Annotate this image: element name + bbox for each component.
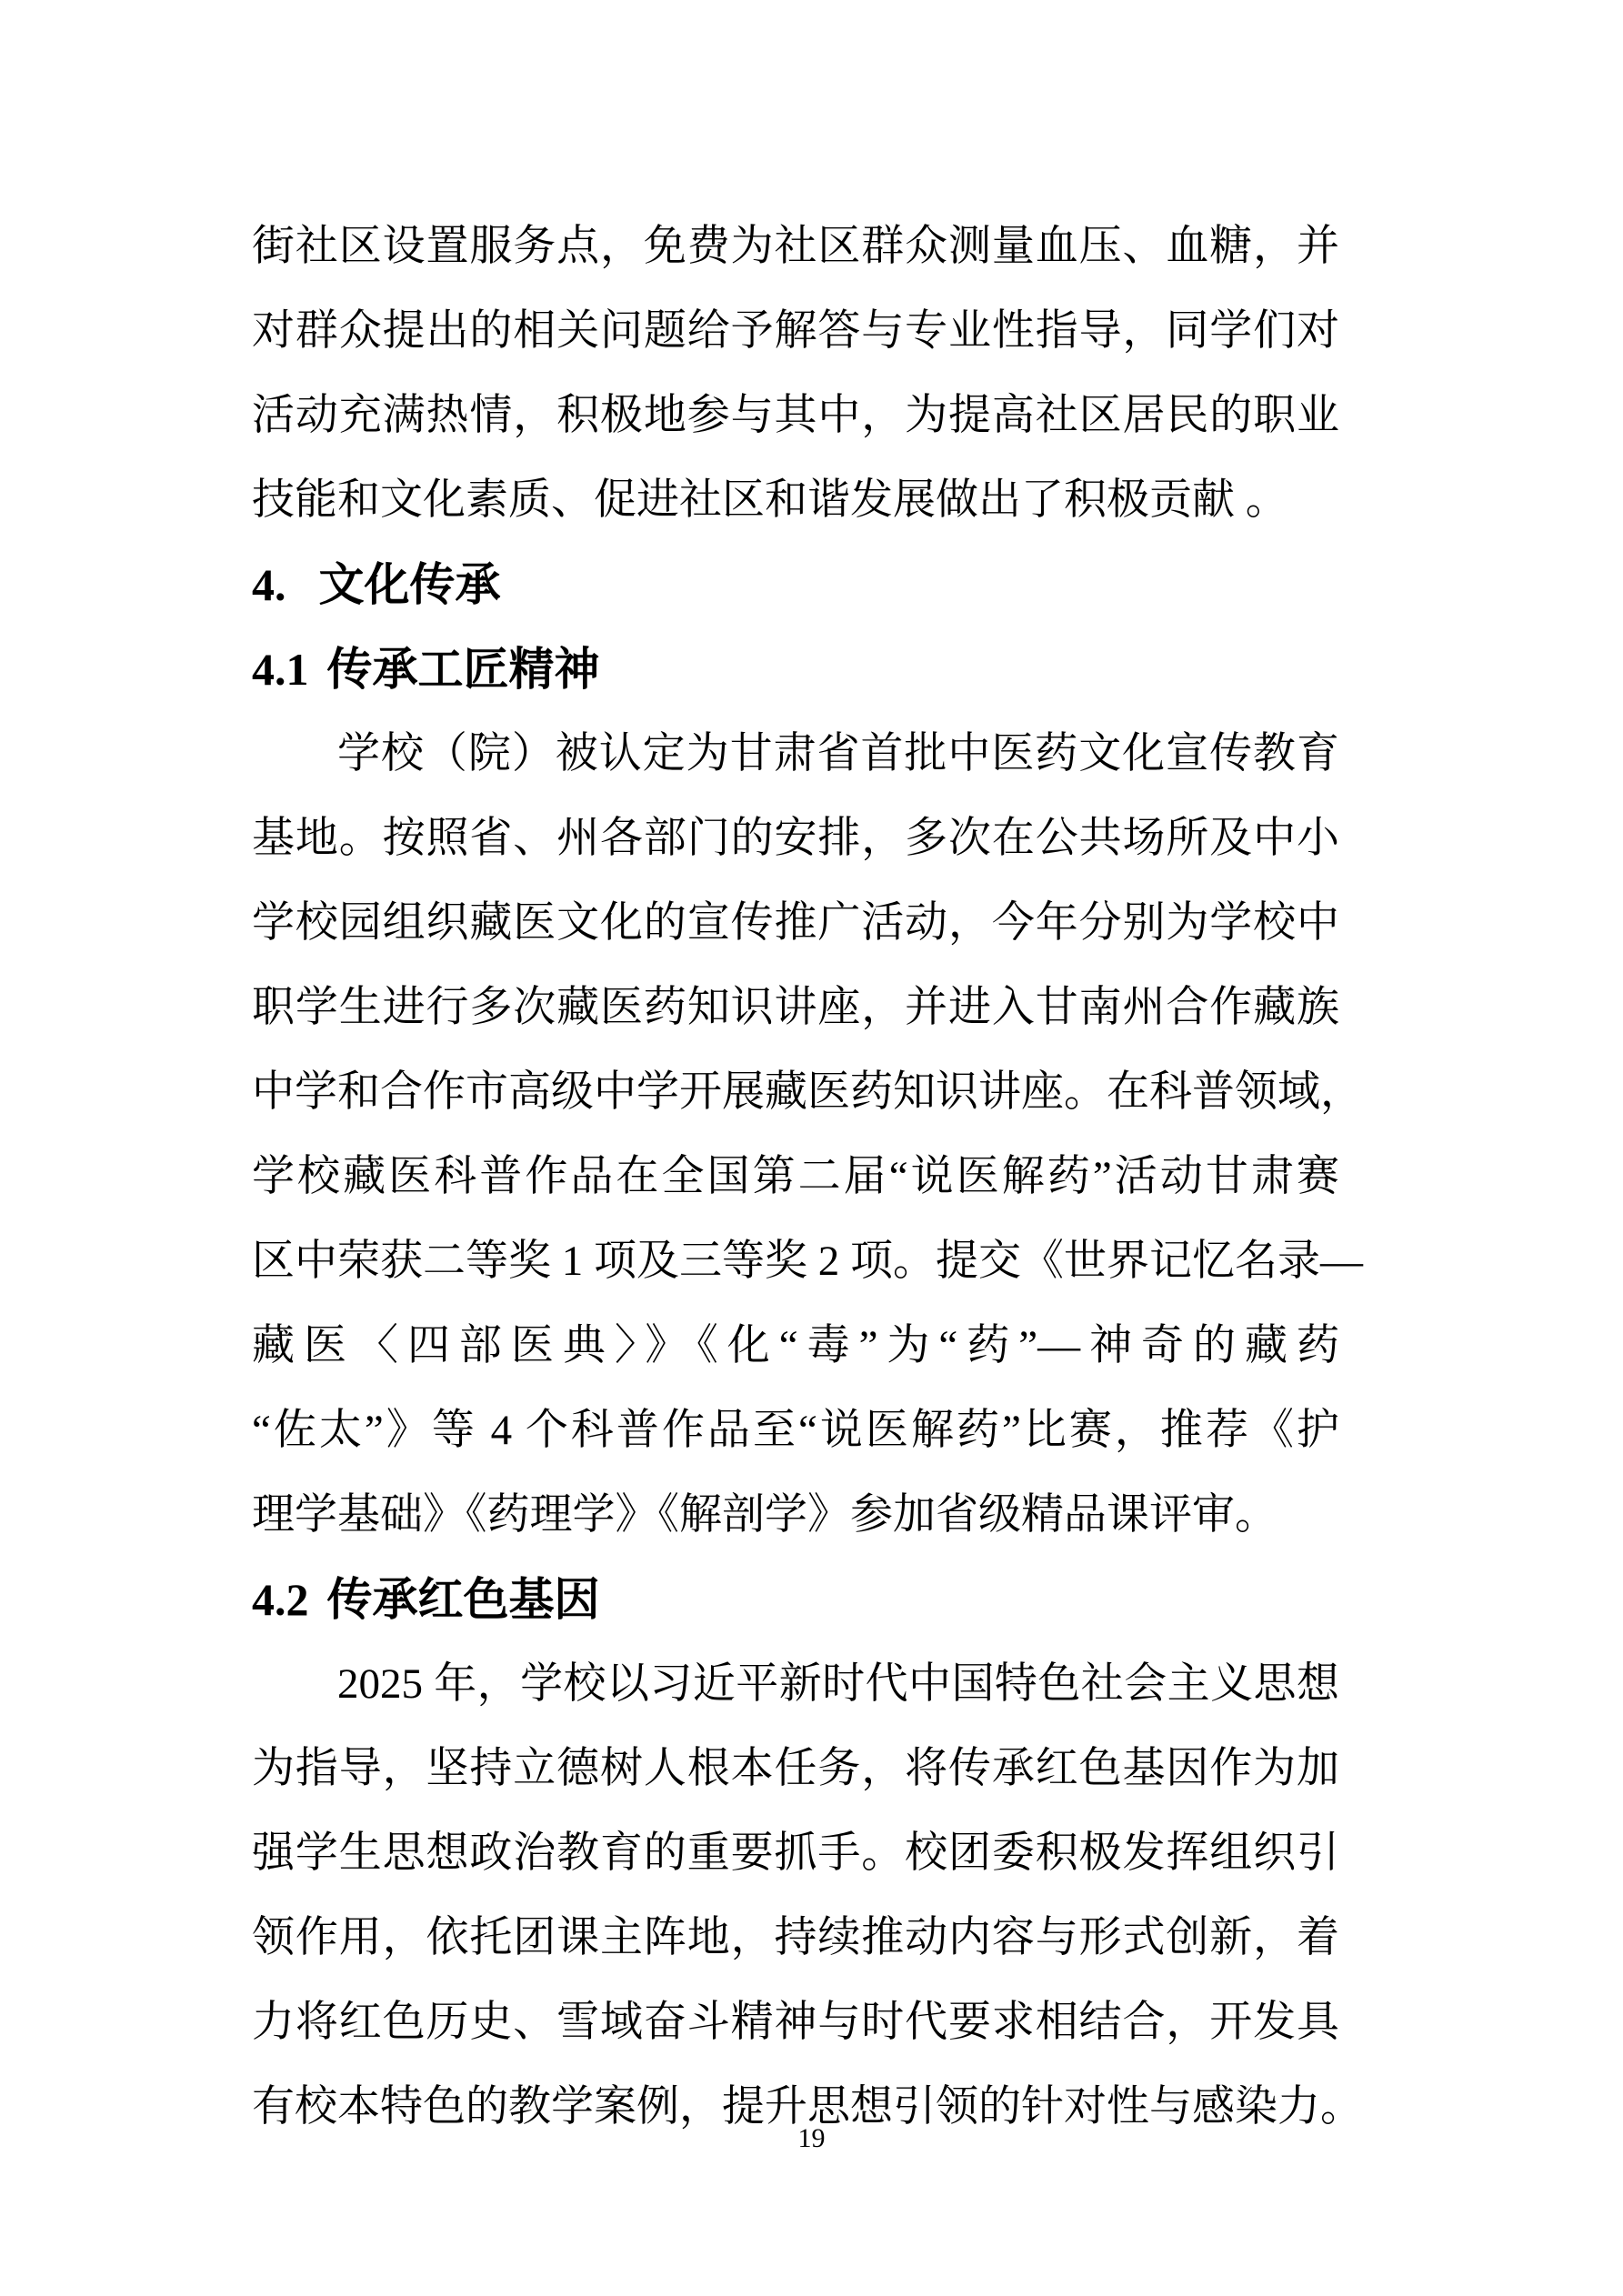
body-line: 有校本特色的教学案例，提升思想引领的针对性与感染力。 bbox=[252, 2083, 1363, 2131]
section-4-number: 4. bbox=[252, 559, 286, 610]
body-line: “佐太”》等 4 个科普作品至“说医解药”比赛，推荐《护 bbox=[252, 1407, 1339, 1454]
body-line: 中学和合作市高级中学开展藏医药知识讲座。在科普领域， bbox=[252, 1068, 1363, 1116]
body-line: 街社区设置服务点，免费为社区群众测量血压、血糖，并 bbox=[252, 223, 1339, 270]
body-line: 力将红色历史、雪域奋斗精神与时代要求相结合，开发具 bbox=[252, 1999, 1339, 2046]
section-4-title: 文化传承 bbox=[318, 559, 501, 610]
body-line: 职学生进行多次藏医药知识讲座，并进入甘南州合作藏族 bbox=[252, 984, 1339, 1031]
page-number: 19 bbox=[797, 2123, 826, 2153]
body-line: 为指导，坚持立德树人根本任务，将传承红色基因作为加 bbox=[252, 1745, 1339, 1792]
body-line: 对群众提出的相关问题给予解答与专业性指导，同学们对 bbox=[252, 307, 1339, 355]
body-line: 藏医〈四部医典〉》《化“毒”为“药”—神奇的藏药 bbox=[252, 1322, 1339, 1369]
body-line: 2025 年，学校以习近平新时代中国特色社会主义思想 bbox=[337, 1660, 1339, 1708]
body-line: 学校藏医科普作品在全国第二届“说医解药”活动甘肃赛 bbox=[252, 1153, 1339, 1200]
body-line: 基地。按照省、州各部门的安排，多次在公共场所及中小 bbox=[252, 815, 1339, 862]
body-line: 技能和文化素质、促进社区和谐发展做出了积极贡献 。 bbox=[252, 476, 1288, 524]
section-4-2-title: 传承红色基因 bbox=[326, 1574, 600, 1625]
section-4-2-number: 4.2 bbox=[252, 1574, 309, 1625]
body-line: 领作用，依托团课主阵地，持续推动内容与形式创新，着 bbox=[252, 1914, 1339, 1961]
section-4-heading bbox=[252, 543, 1339, 627]
body-line: 活动充满热情，积极地参与其中，为提高社区居民的职业 bbox=[252, 392, 1339, 439]
text-block bbox=[252, 205, 1363, 2150]
section-4-1-heading bbox=[252, 627, 1339, 712]
body-line: 强学生思想政治教育的重要抓手。校团委积极发挥组织引 bbox=[252, 1830, 1339, 1877]
body-line: 区中荣获二等奖 1 项及三等奖 2 项。提交《世界记忆名录— bbox=[252, 1238, 1363, 1285]
body-line: 学校园组织藏医文化的宣传推广活动，今年分别为学校中 bbox=[252, 899, 1339, 947]
section-4-1-number: 4.1 bbox=[252, 644, 309, 695]
body-line: 理学基础》《药理学》《解剖学》参加省级精品课评审。 bbox=[252, 1491, 1277, 1539]
body-line: 学校（院）被认定为甘肃省首批中医药文化宣传教育 bbox=[337, 730, 1339, 777]
section-4-2-heading bbox=[252, 1558, 1339, 1642]
section-4-1-title: 传承工匠精神 bbox=[326, 644, 600, 695]
